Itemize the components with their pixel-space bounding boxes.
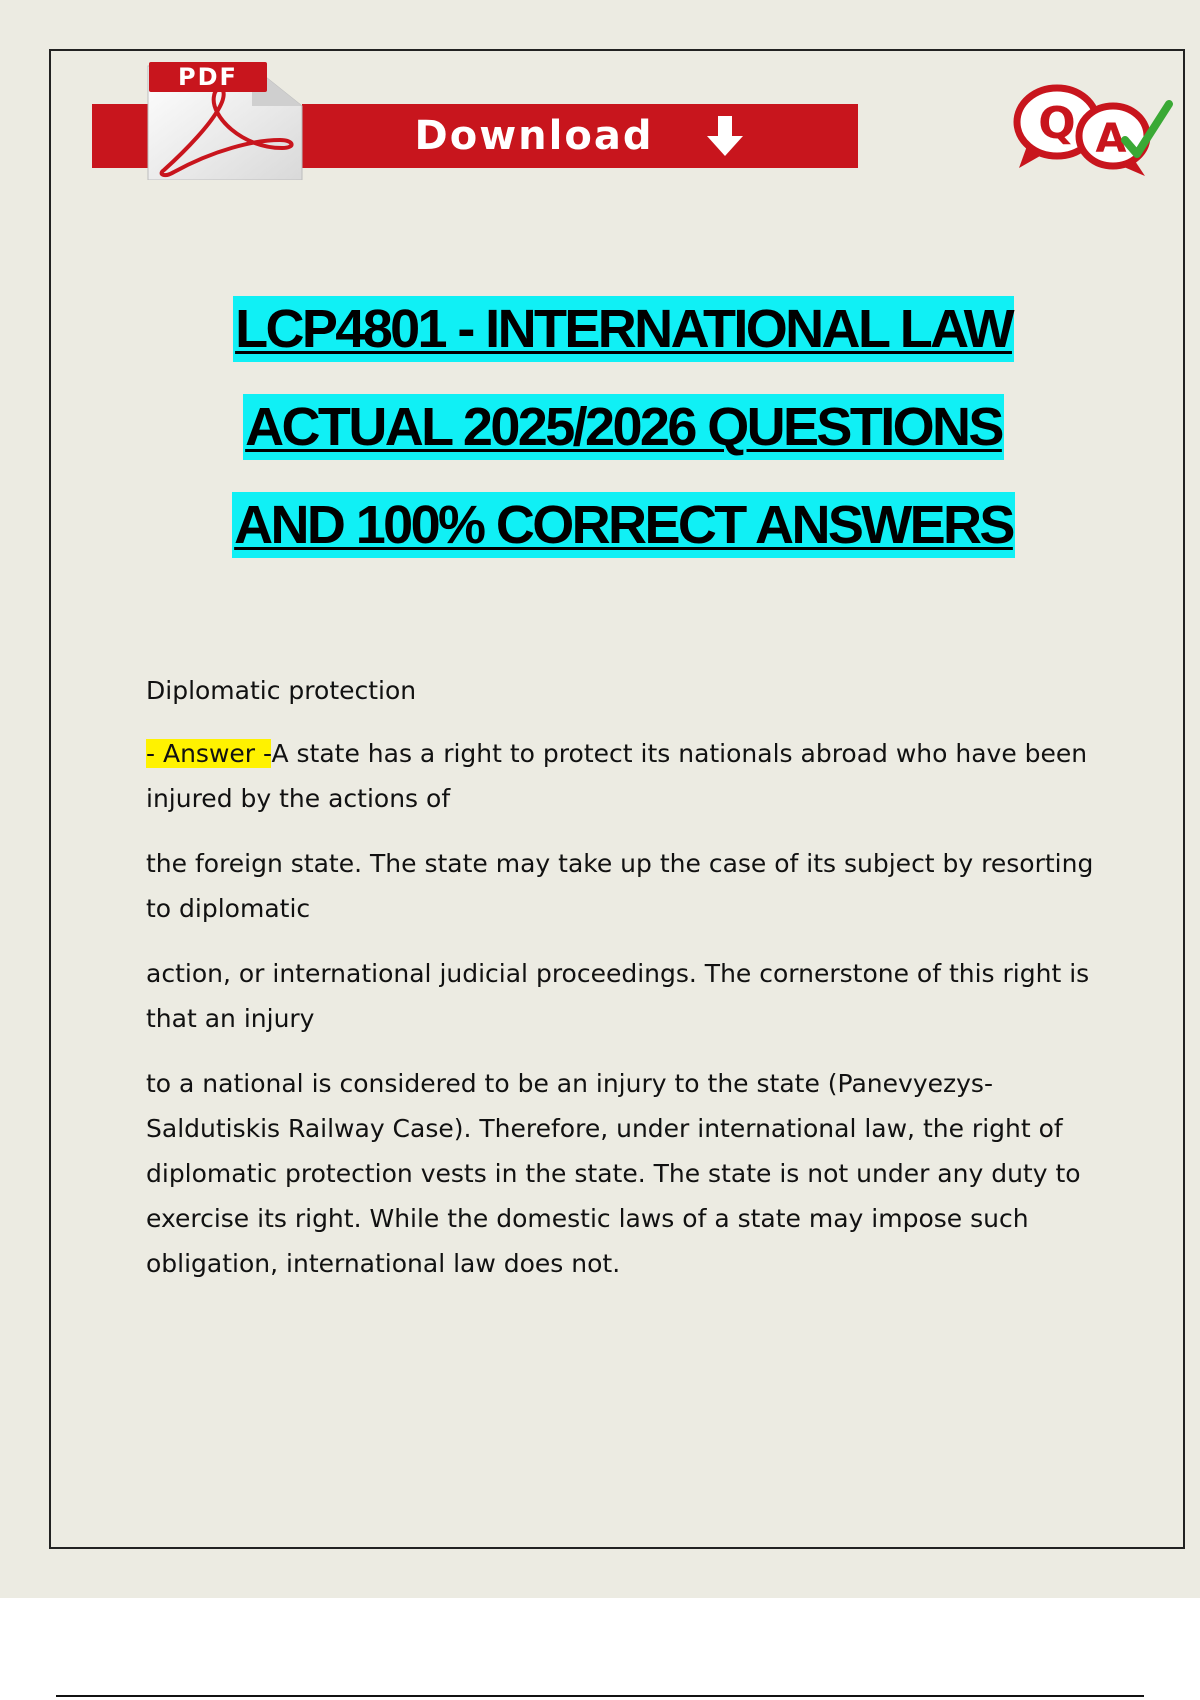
adobe-pdf-icon	[144, 62, 306, 180]
logo-q-letter: Q	[1038, 98, 1076, 149]
title-line-3: AND 100% CORRECT ANSWERS	[232, 492, 1015, 558]
answer-paragraph-4: to a national is considered to be an injury to the state (Panevyezys-Saldutiskis Railway Case). Therefore, under international law, the right of diplomatic protection vests in the state. The state is not under any duty to exercise its right. While the domestic laws of a state may impose such obligation, international law does not.	[146, 1069, 1081, 1278]
download-label: Download	[414, 113, 654, 159]
document-title	[0, 296, 1200, 590]
arrow-down-icon	[705, 114, 745, 158]
qa-check-logo	[1005, 78, 1175, 178]
question-text: Diplomatic protection	[146, 676, 417, 705]
answer-paragraph-3: action, or international judicial proceedings. The cornerstone of this right is that an injury	[146, 959, 1090, 1033]
title-line-2: ACTUAL 2025/2026 QUESTIONS	[243, 394, 1004, 460]
answer-marker: - Answer -	[146, 739, 272, 768]
logo-a-letter: A	[1095, 116, 1127, 162]
qa-content	[146, 668, 1106, 1306]
download-banner[interactable]	[92, 62, 858, 180]
answer-start: A state has a right to protect its nationals abroad who have been injured by the actions of	[146, 739, 1088, 813]
answer-paragraph-2: the foreign state. The state may take up the case of its subject by resorting to diplomatic	[146, 849, 1094, 923]
title-line-1: LCP4801 - INTERNATIONAL LAW	[233, 296, 1014, 362]
download-bar[interactable]	[302, 104, 858, 168]
answer-paragraph	[146, 731, 1106, 821]
banner-left-block	[92, 104, 148, 168]
footer-divider	[56, 1695, 1144, 1697]
pdf-tag: PDF	[149, 62, 267, 92]
